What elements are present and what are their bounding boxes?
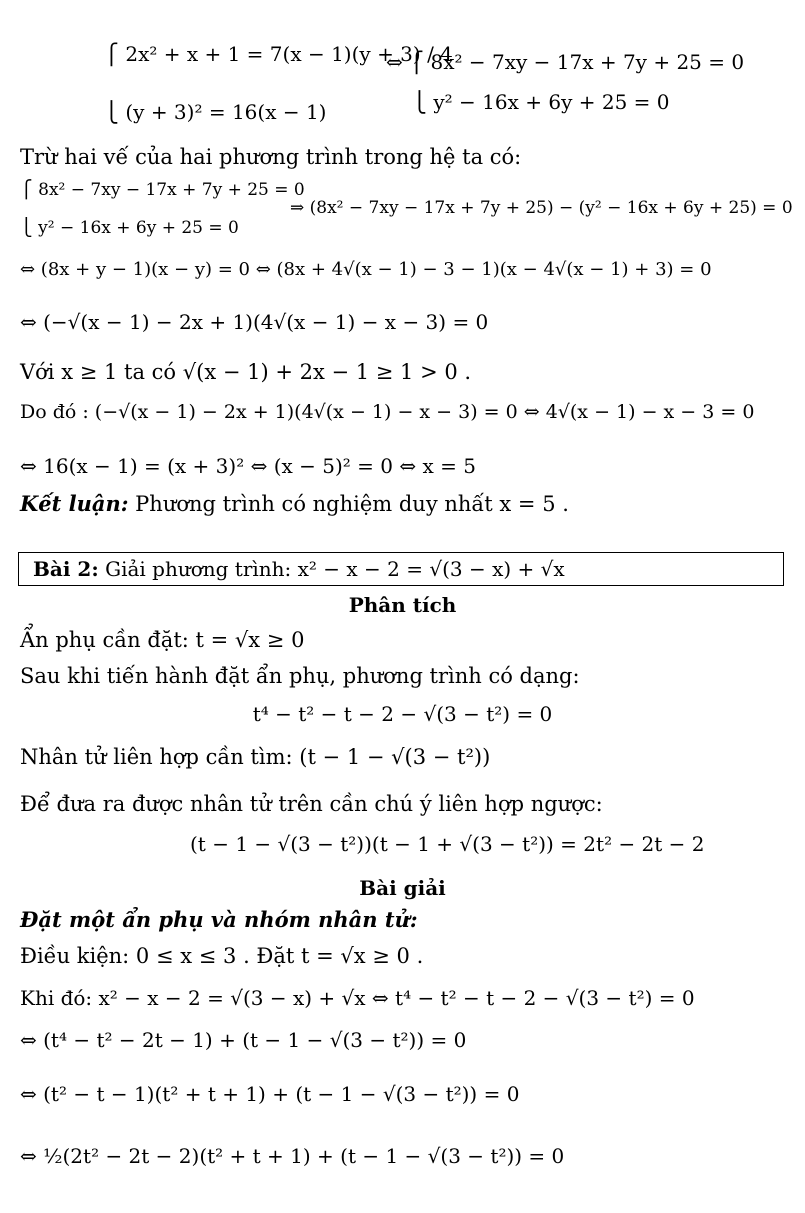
conclusion-text: Phương trình có nghiệm duy nhất x = 5 .	[128, 492, 569, 516]
conclusion-label: Kết luận:	[20, 491, 129, 516]
solution-line-4: ⇔ (t² − t − 1)(t² + t + 1) + (t − 1 − √(3 − t²)) = 0	[20, 1082, 520, 1106]
analysis-equation: t⁴ − t² − t − 2 − √(3 − t²) = 0	[252, 702, 553, 726]
analysis-identity: (t − 1 − √(3 − t²))(t − 1 + √(3 − t²)) = 2t² − 2t − 2	[190, 832, 705, 856]
analysis-heading: Phân tích	[348, 593, 457, 617]
therefore-line: Do đó : (−√(x − 1) − 2x + 1)(4√(x − 1) − x − 3) = 0 ⇔ 4√(x − 1) − x − 3 = 0	[20, 401, 755, 423]
solution-line-5: ⇔ ½(2t² − 2t − 2)(t² + t + 1) + (t − 1 − √(3 − t²)) = 0	[20, 1144, 565, 1168]
subtract-sentence: Trừ hai vế của hai phương trình trong hệ ta có:	[20, 145, 522, 169]
problem-box	[18, 552, 784, 586]
system-1-equation-2: ⎩ (y + 3)² = 16(x − 1)	[104, 100, 327, 124]
solution-heading: Bài giải	[359, 876, 446, 900]
equation-line-5: ⇔ 16(x − 1) = (x + 3)² ⇔ (x − 5)² = 0 ⇔ x = 5	[20, 454, 476, 478]
problem-text: Giải phương trình: x² − x − 2 = √(3 − x) + √x	[98, 557, 565, 581]
analysis-line-1: Ẩn phụ cần đặt: t = √x ≥ 0	[20, 628, 305, 652]
system-2-result: ⇒ (8x² − 7xy − 17x + 7y + 25) − (y² − 16x + 6y + 25) = 0	[290, 198, 793, 218]
system-1-equation-1: ⎧ 2x² + x + 1 = 7(x − 1)(y + 3) / 4	[104, 42, 453, 66]
analysis-line-2: Sau khi tiến hành đặt ẩn phụ, phương trình có dạng:	[20, 664, 580, 688]
equation-line-2: ⇔ (−√(x − 1) − 2x + 1)(4√(x − 1) − x − 3) = 0	[20, 310, 489, 334]
system-2-equation-1: ⎧ 8x² − 7xy − 17x + 7y + 25 = 0	[20, 180, 305, 200]
condition-line: Với x ≥ 1 ta có √(x − 1) + 2x − 1 ≥ 1 > 0 .	[20, 360, 472, 384]
solution-line-2: Khi đó: x² − x − 2 = √(3 − x) + √x ⇔ t⁴ − t² − t − 2 − √(3 − t²) = 0	[20, 986, 695, 1010]
solution-line-1: Điều kiện: 0 ≤ x ≤ 3 . Đặt t = √x ≥ 0 .	[20, 944, 424, 968]
system-1-result-2: ⎩ y² − 16x + 6y + 25 = 0	[412, 90, 670, 114]
analysis-line-5: Để đưa ra được nhân tử trên cần chú ý liên hợp ngược:	[20, 792, 603, 816]
system-1-result-1: ⇔ ⎧ 8x² − 7xy − 17x + 7y + 25 = 0	[386, 50, 745, 74]
conclusion	[20, 490, 569, 518]
solution-line-3: ⇔ (t⁴ − t² − 2t − 1) + (t − 1 − √(3 − t²)) = 0	[20, 1028, 467, 1052]
equation-line-1: ⇔ (8x + y − 1)(x − y) = 0 ⇔ (8x + 4√(x − 1) − 3 − 1)(x − 4√(x − 1) + 3) = 0	[20, 259, 712, 280]
solution-subheading: Đặt một ẩn phụ và nhóm nhân tử:	[20, 907, 418, 932]
problem-label: Bài 2:	[33, 557, 99, 581]
analysis-line-4: Nhân tử liên hợp cần tìm: (t − 1 − √(3 − t²))	[20, 745, 491, 769]
problem-statement	[33, 555, 565, 583]
system-2-equation-2: ⎩ y² − 16x + 6y + 25 = 0	[20, 218, 239, 238]
